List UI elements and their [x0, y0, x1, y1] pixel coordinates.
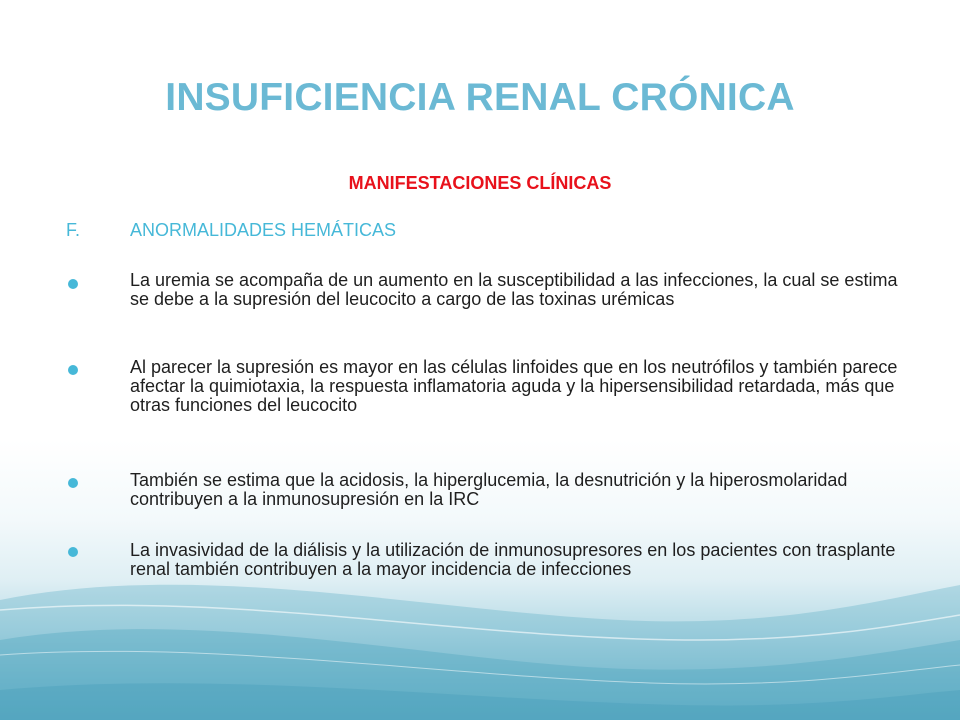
bullet-item-1: La uremia se acompaña de un aumento en la susceptibilidad a las infecciones, la cual se estima se debe a la supresión del leucocito a cargo de las toxinas urémicas [130, 270, 898, 309]
filled-circle-icon [68, 365, 78, 375]
filled-circle-icon [68, 478, 78, 488]
bullet-item-4: La invasividad de la diálisis y la utilización de inmunosupresores en los pacientes con trasplante renal también contribuyen a la mayor incidencia de infecciones [130, 540, 896, 579]
section-label: ANORMALIDADES HEMÁTICAS [130, 220, 397, 240]
bullet-item-3: También se estima que la acidosis, la hiperglucemia, la desnutrición y la hiperosmolaridad contribuyen a la inmunosupresión en la IRC [130, 470, 848, 509]
filled-circle-icon [68, 547, 78, 557]
bullet-item-2: Al parecer la supresión es mayor en las células linfoides que en los neutrófilos y también parece afectar la quimiotaxia, la respuesta inflamatoria aguda y la hipersensibilidad retardada, más que otras funciones del leucocito [130, 357, 898, 415]
section-heading [66, 220, 396, 241]
slide-subtitle: MANIFESTACIONES CLÍNICAS [348, 173, 612, 193]
filled-circle-icon [68, 279, 78, 289]
slide-title: INSUFICIENCIA RENAL CRÓNICA [165, 76, 795, 119]
section-letter: F. [66, 220, 81, 240]
